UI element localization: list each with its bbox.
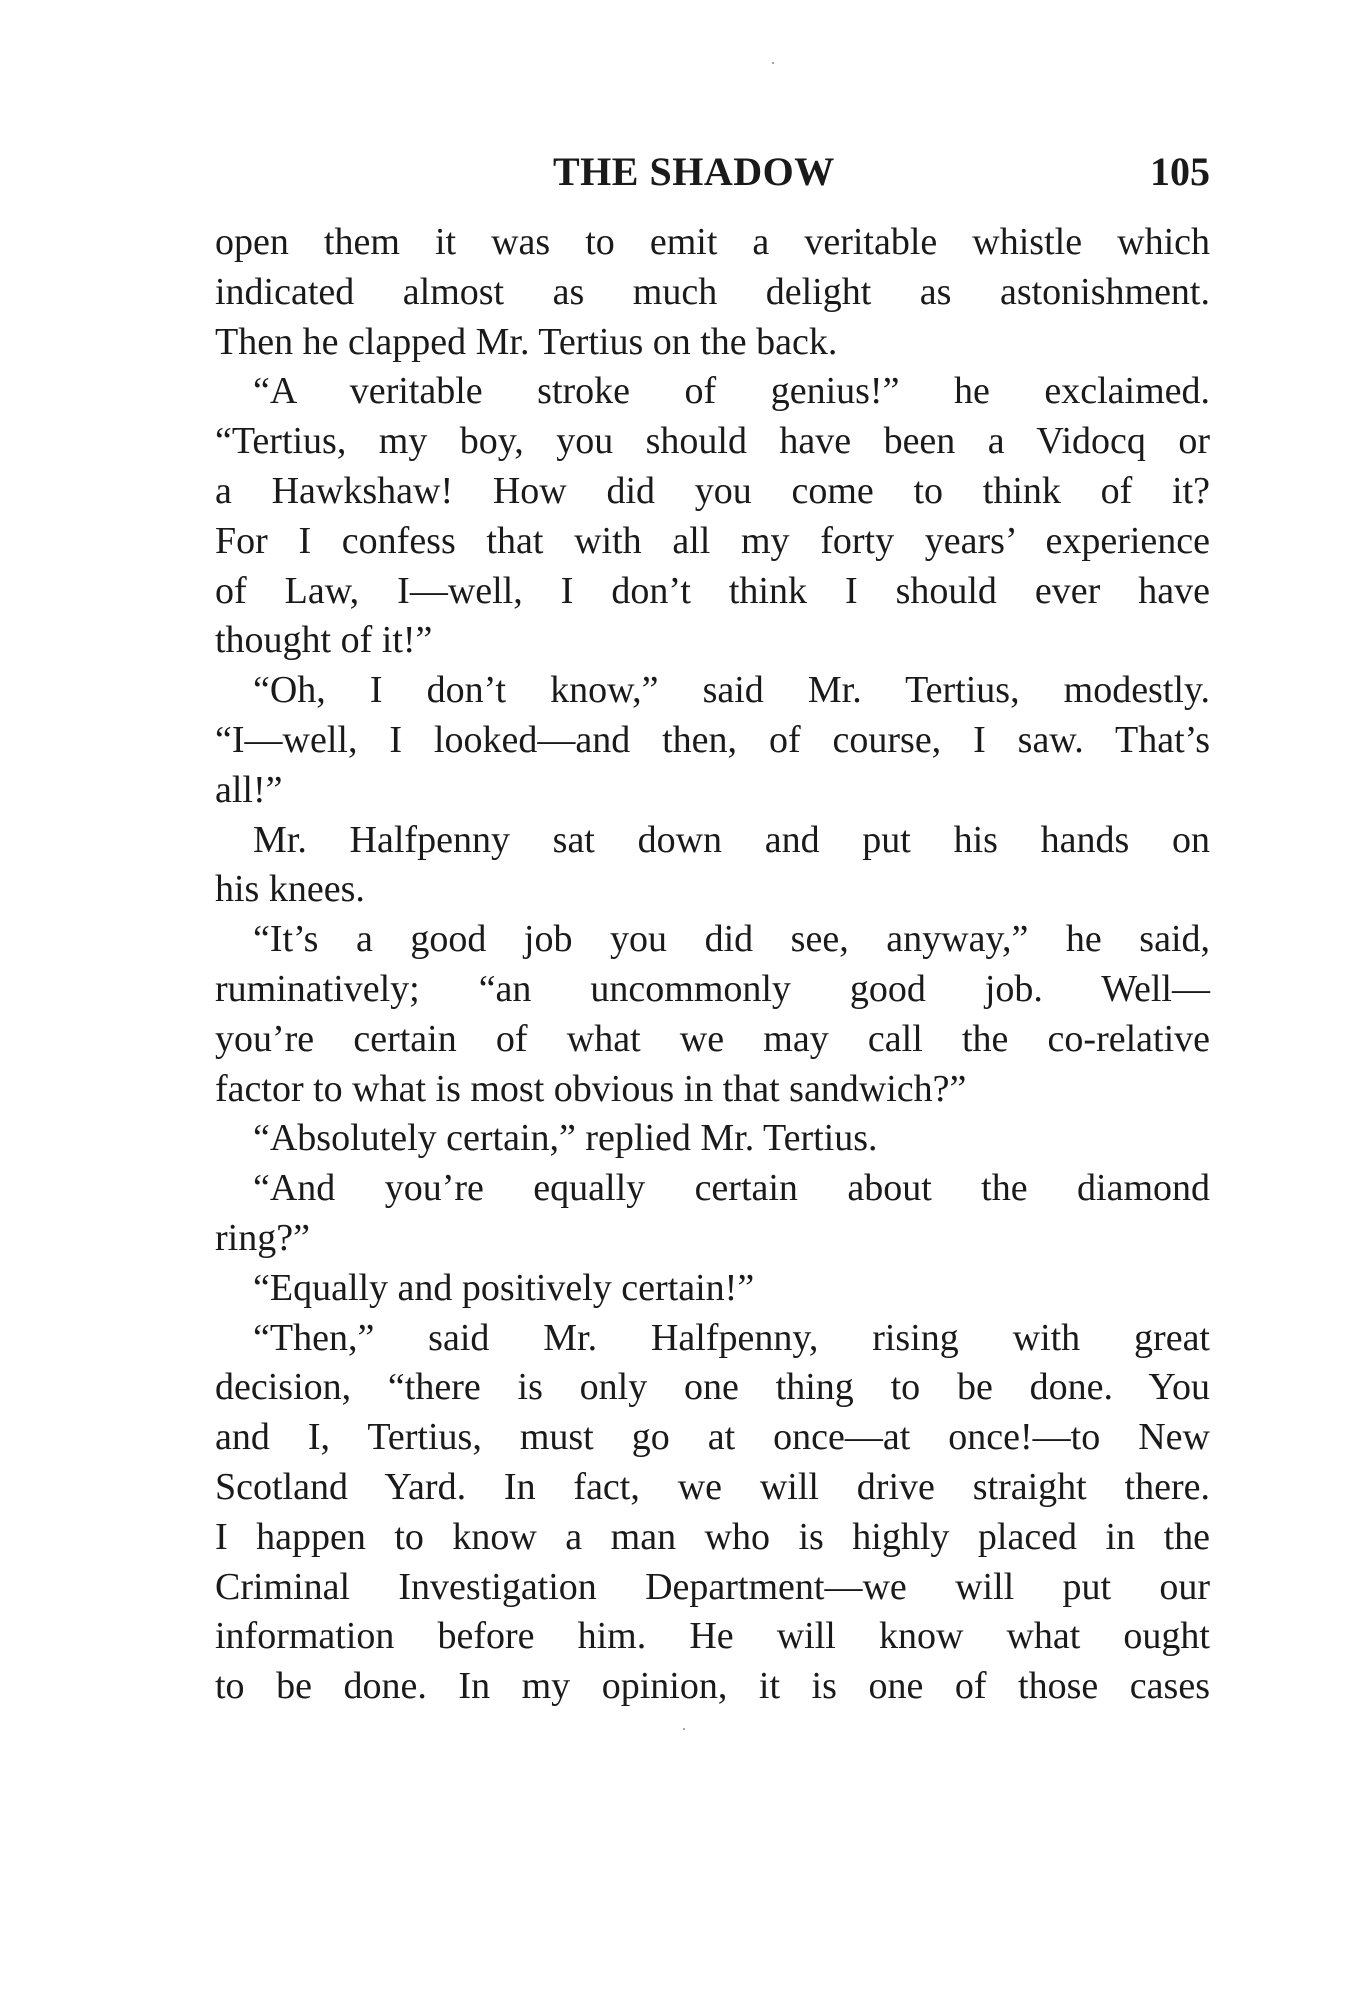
- text-line: indicated almost as much delight as astonishment.: [215, 270, 1210, 313]
- page-number: 105: [1150, 149, 1210, 194]
- text-line: “Then,” said Mr. Halfpenny, rising with great: [253, 1316, 1210, 1359]
- text-line: and I, Tertius, must go at once—at once!—to New: [215, 1416, 1210, 1459]
- text-line: decision, “there is only one thing to be done. You: [215, 1366, 1210, 1409]
- text-line: Criminal Investigation Department—we will put our: [215, 1565, 1210, 1608]
- text-line: thought of it!”: [215, 619, 433, 662]
- text-line: Scotland Yard. In fact, we will drive straight there.: [215, 1465, 1210, 1508]
- text-line: open them it was to emit a veritable whistle which: [215, 221, 1210, 263]
- text-line: ruminatively; “an uncommonly good job. Well—: [215, 967, 1210, 1010]
- text-line: Then he clapped Mr. Tertius on the back.: [215, 320, 838, 363]
- text-line: “Absolutely certain,” replied Mr. Tertius.: [253, 1117, 878, 1160]
- paper-speck: [683, 1728, 685, 1730]
- text-line: “A veritable stroke of genius!” he exclaimed.: [253, 370, 1210, 413]
- page-header: [215, 148, 1210, 200]
- text-line: For I confess that with all my forty years’ experience: [215, 519, 1210, 562]
- body-text: [215, 218, 1210, 1712]
- running-title: THE SHADOW: [553, 149, 835, 194]
- text-line: of Law, I—well, I don’t think I should ever have: [215, 569, 1210, 612]
- text-line: all!”: [215, 768, 283, 811]
- text-line: “Tertius, my boy, you should have been a Vidocq or: [215, 420, 1210, 463]
- text-line: “And you’re equally certain about the diamond: [253, 1167, 1210, 1210]
- text-line: Mr. Halfpenny sat down and put his hands on: [253, 818, 1210, 861]
- text-line: his knees.: [215, 868, 365, 911]
- text-line: “Equally and positively certain!”: [253, 1266, 755, 1309]
- text-line: “I—well, I looked—and then, of course, I saw. That’s: [215, 718, 1210, 761]
- paper-speck: [772, 62, 774, 64]
- text-line: to be done. In my opinion, it is one of those cases: [215, 1665, 1210, 1708]
- text-line: you’re certain of what we may call the co-relative: [215, 1017, 1210, 1060]
- text-line: I happen to know a man who is highly placed in the: [215, 1515, 1210, 1558]
- text-line: factor to what is most obvious in that sandwich?”: [215, 1067, 967, 1110]
- text-line: information before him. He will know what ought: [215, 1615, 1210, 1658]
- text-line: ring?”: [215, 1216, 310, 1259]
- text-line: “Oh, I don’t know,” said Mr. Tertius, modestly.: [253, 669, 1210, 712]
- text-line: a Hawkshaw! How did you come to think of it?: [215, 469, 1210, 512]
- text-line: “It’s a good job you did see, anyway,” he said,: [253, 918, 1210, 961]
